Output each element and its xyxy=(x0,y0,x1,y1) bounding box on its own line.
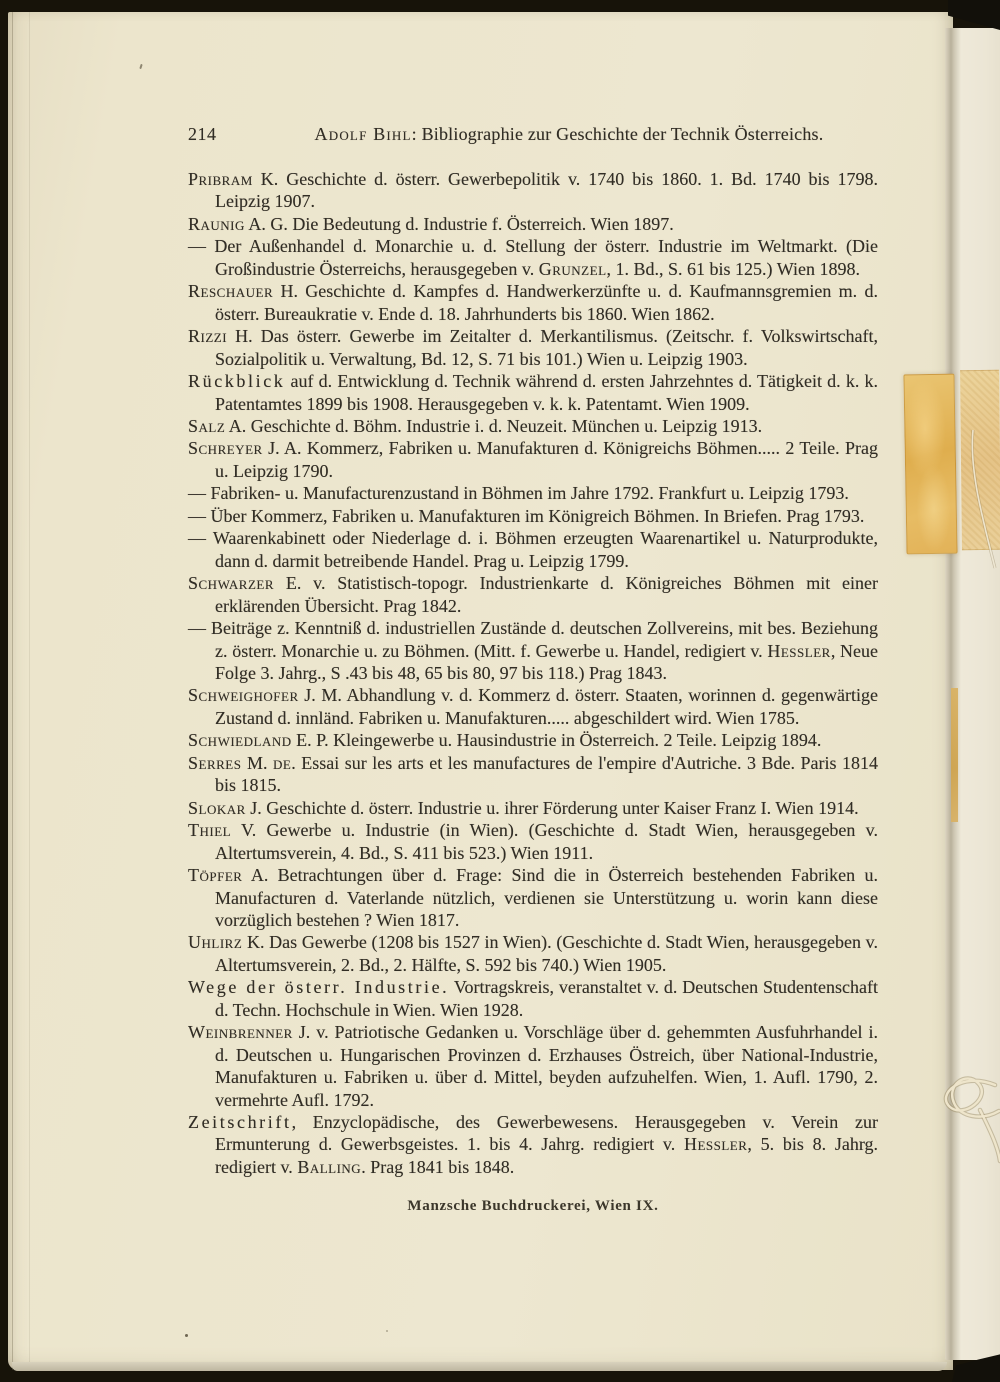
entry-text: A. G. Die Bedeutung d. Industrie f. Österreich. Wien 1897. xyxy=(244,213,674,234)
tape-artifact xyxy=(960,370,1000,550)
spaced-term: Wege der österr. Industrie. xyxy=(188,977,450,998)
printer-imprint: Manzsche Buchdruckerei, Wien IX. xyxy=(407,1198,659,1214)
spaced-term: Rückblick xyxy=(188,371,286,392)
entry-text: J. M. Abhandlung v. d. Kommerz d. österr. Staaten, worinnen d. gegenwärtige Zustand d. innländ. Fabriken u. Manufakturen..... abgeschildert wird. Wien 1785. xyxy=(215,685,878,728)
running-title-author: Adolf Bihl xyxy=(314,124,412,144)
entry-text: . Essai sur les arts et les manufactures de l'empire d'Autriche. 3 Bde. Paris 1814 bis 1815. xyxy=(215,752,878,796)
author-smallcaps: Serres xyxy=(188,752,242,773)
bibliography-entry xyxy=(188,729,878,751)
bibliography-entry xyxy=(188,684,878,729)
bibliography-entry xyxy=(188,819,878,864)
author-smallcaps: Pribram xyxy=(188,169,253,189)
page-number: 214 xyxy=(188,124,217,144)
bibliography-entry xyxy=(188,482,878,504)
entry-text: H. Das österr. Gewerbe im Zeitalter d. Merkantilismus. (Zeitschr. f. Volkswirtschaft, Sozialpolitik u. Verwaltung, Bd. 12, S. 71 bis 101.) Wien u. Leipzig 1903. xyxy=(215,326,878,369)
author-smallcaps: Weinbrenner xyxy=(188,1022,293,1043)
author-smallcaps: Uhlirz xyxy=(188,932,243,953)
page-stack-edge xyxy=(12,1362,947,1371)
author-smallcaps: Thiel xyxy=(188,820,232,841)
bibliography-entry xyxy=(188,1021,878,1111)
entry-text: , Enzyclopädische, des Gewerbewesens. Herausgegeben v. Verein zur Ermunterung d. Gewerbsgeistes. 1. bis 4. Jahrg. redigiert v. xyxy=(215,1112,878,1155)
paper-speck xyxy=(185,1334,188,1337)
author-smallcaps: Grunzel xyxy=(538,258,607,279)
entry-text: E. v. Statistisch-topogr. Industrienkarte d. Königreiches Böhmen mit einer erklärenden Übersicht. Prag 1842. xyxy=(215,573,878,616)
bibliography-entry xyxy=(188,572,878,617)
entry-text: , 1. Bd., S. 61 bis 125.) Wien 1898. xyxy=(606,258,860,279)
author-smallcaps: Raunig xyxy=(188,213,245,234)
entry-text: , Neue Folge 3. Jahrg., S .43 bis 48, 65 bis 80, 97 bis 118.) Prag 1843. xyxy=(215,640,878,683)
running-title-rest: : Bibliographie zur Geschichte der Technik Österreichs. xyxy=(411,124,824,144)
bibliography-entry xyxy=(188,325,878,370)
page xyxy=(8,12,953,1370)
entry-text: . Prag 1841 bis 1848. xyxy=(361,1156,515,1177)
bibliography-entry xyxy=(188,168,878,213)
entry-text: V. Gewerbe u. Industrie (in Wien). (Geschichte d. Stadt Wien, herausgegeben v. Altertumsverein, 4. Bd., S. 411 bis 523.) Wien 1911. xyxy=(215,820,878,863)
entry-text: J. v. Patriotische Gedanken u. Vorschläge über d. gehemmten Ausfuhrhandel i. d. Deutschen u. Hungarischen Provinzen d. Erzhauses Östreich, über National-Industrie, Manufakturen u. Fabriken u. über d. Mittel, beyden aufzuhelfen. Wien, 1. Aufl. 1790, 2. vermehrte Aufl. 1792. xyxy=(215,1022,878,1110)
entry-text: — Beiträge z. Kenntniß d. industriellen Zustände d. deutschen Zollvereins, mit bes. Beziehung z. österr. Monarchie u. zu Böhmen. (Mitt. f. Gewerbe u. Handel, redigiert v. xyxy=(188,618,878,661)
page-header xyxy=(188,124,878,144)
bibliography-entry xyxy=(188,280,878,325)
author-smallcaps: Schweighofer xyxy=(188,685,299,706)
author-smallcaps: Schreyer xyxy=(188,438,263,459)
bibliography-entry xyxy=(188,505,878,527)
entry-text: K. Geschichte d. österr. Gewerbepolitik v. 1740 bis 1860. 1. Bd. 1740 bis 1798. Leipzig 1907. xyxy=(215,169,878,212)
author-smallcaps: Schwarzer xyxy=(188,573,275,594)
bibliography-entry xyxy=(188,370,878,415)
entry-text: , 5. bis 8. Jahrg. redigiert v. xyxy=(215,1134,878,1177)
author-smallcaps: Rizzi xyxy=(188,326,228,347)
author-smallcaps: de xyxy=(272,752,292,773)
bibliography-entry xyxy=(188,437,878,482)
entry-text: M. xyxy=(241,752,273,773)
text-block xyxy=(188,124,878,1178)
bibliography-entry xyxy=(188,213,878,235)
author-smallcaps: Töpfer xyxy=(188,865,243,886)
entry-text: — Waarenkabinett oder Niederlage d. i. Böhmen erzeugten Waarenartikel u. Naturprodukte, dann d. darmit betreibende Handel. Prag u. Leipzig 1799. xyxy=(188,528,878,571)
running-title xyxy=(260,124,878,144)
bibliography-entry xyxy=(188,617,878,684)
author-smallcaps: Slokar xyxy=(188,797,246,818)
author-smallcaps: Salz xyxy=(188,415,226,436)
bibliography-entry xyxy=(188,931,878,976)
bibliography-entry xyxy=(188,864,878,931)
bibliography-entries xyxy=(188,168,878,1178)
author-smallcaps: Reschauer xyxy=(188,281,274,302)
entry-text: — Über Kommerz, Fabriken u. Manufakturen im Königreich Böhmen. In Briefen. Prag 1793. xyxy=(188,505,865,526)
author-smallcaps: Schwiedland xyxy=(188,730,292,751)
entry-text: K. Das Gewerbe (1208 bis 1527 in Wien). (Geschichte d. Stadt Wien, herausgegeben v. Altertumsverein, 2. Bd., 2. Hälfte, S. 592 bis 740.) Wien 1905. xyxy=(215,932,878,975)
bibliography-entry xyxy=(188,235,878,280)
tape-artifact xyxy=(903,374,957,555)
entry-text: auf d. Entwicklung d. Technik während d. ersten Jahrzehntes d. Tätigkeit d. k. k. Patentamtes 1899 bis 1908. Herausgegeben v. k. k. Patentamt. Wien 1909. xyxy=(215,371,878,414)
entry-text: A. Betrachtungen über d. Frage: Sind die in Österreich bestehenden Fabriken u. Manufacturen d. Vaterlande nützlich, verdienen sie Unterstützung u. worin kann diese vorzüglich bestehen ? Wien 1817. xyxy=(215,865,878,930)
bibliography-entry xyxy=(188,752,878,797)
author-smallcaps: Hessler xyxy=(767,640,831,661)
scan-border-top-right xyxy=(948,0,1000,30)
spaced-term: Zeitschrift xyxy=(188,1112,292,1133)
entry-text: E. P. Kleingewerbe u. Hausindustrie in Österreich. 2 Teile. Leipzig 1894. xyxy=(291,730,822,751)
entry-text: H. Geschichte d. Kampfes d. Handwerkerzünfte u. d. Kaufmannsgremien m. d. österr. Bureaukratie v. Ende d. 18. Jahrhunderts bis 1860. Wien 1862. xyxy=(215,281,878,324)
entry-text: Vortragskreis, veranstaltet v. d. Deutschen Studentenschaft d. Techn. Hochschule in Wien. Wien 1928. xyxy=(215,977,879,1020)
gutter-crease xyxy=(12,12,13,1370)
entry-text: A. Geschichte d. Böhm. Industrie i. d. Neuzeit. München u. Leipzig 1913. xyxy=(225,415,763,436)
gutter-crease xyxy=(29,12,30,1370)
author-smallcaps: Hessler xyxy=(683,1134,748,1155)
entry-text: J. A. Kommerz, Fabriken u. Manufakturen d. Königreichs Böhmen..... 2 Teile. Prag u. Leipzig 1790. xyxy=(215,438,878,481)
tape-remnant-artifact xyxy=(951,688,958,822)
author-smallcaps: Balling xyxy=(297,1156,362,1177)
bibliography-entry xyxy=(188,415,878,437)
entry-text: J. Geschichte d. österr. Industrie u. ihrer Förderung unter Kaiser Franz I. Wien 1914. xyxy=(245,797,859,818)
entry-text: — Fabriken- u. Manufacturenzustand in Böhmen im Jahre 1792. Frankfurt u. Leipzig 1793. xyxy=(188,483,849,504)
bibliography-entry xyxy=(188,1111,878,1178)
bibliography-entry xyxy=(188,797,878,819)
paper-speck xyxy=(386,1330,388,1332)
entry-text: — Der Außenhandel d. Monarchie u. d. Stellung der österr. Industrie im Weltmarkt. (Die Großindustrie Österreichs, herausgegeben v. xyxy=(188,236,878,279)
bibliography-entry xyxy=(188,527,878,572)
bibliography-entry xyxy=(188,976,878,1021)
